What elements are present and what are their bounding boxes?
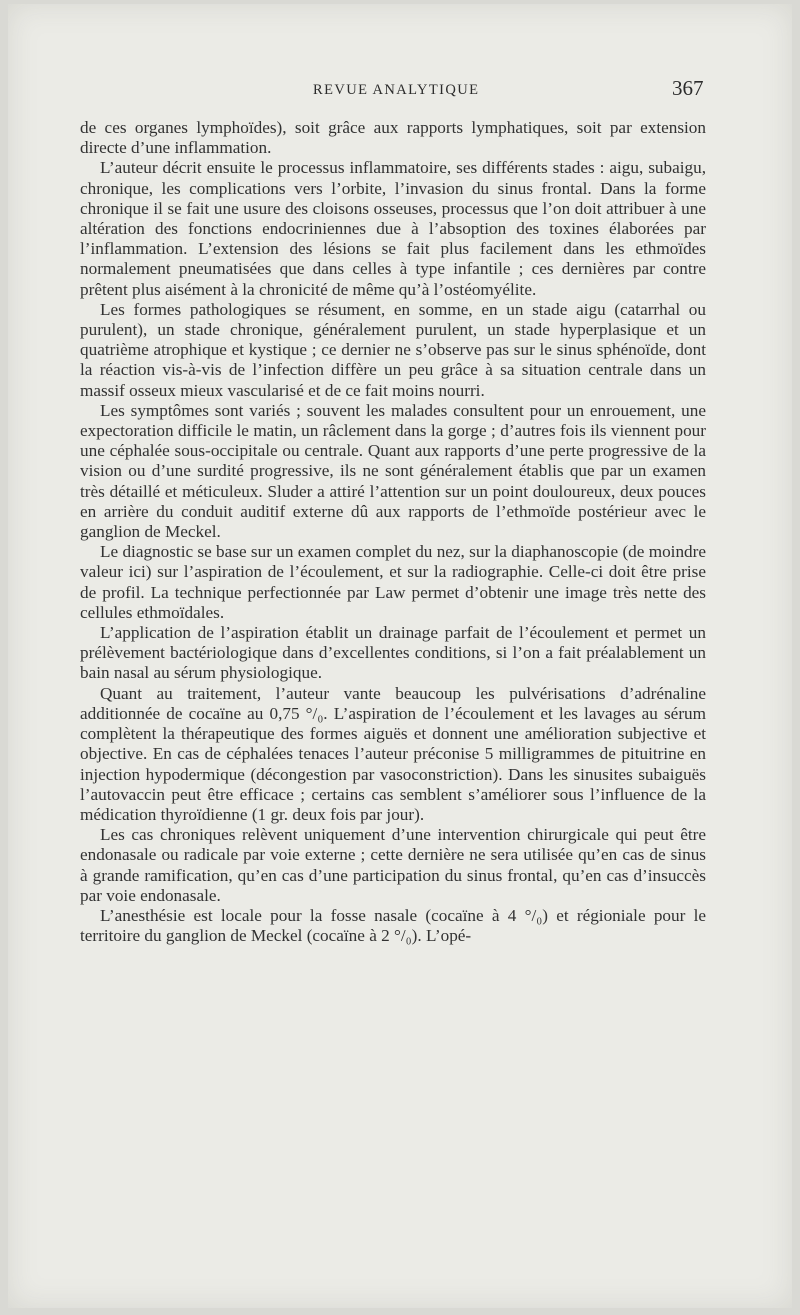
paragraph-inflammation-process: L’auteur décrit ensuite le processus inflammatoire, ses différents stades : aigu, subaigu, chronique, les complications vers l’orbite, l’invasion du sinus frontal. Dans la forme chronique il se fait une usure des cloisons osseuses, processus que l’on doit attribuer à une altération des fonctions endocriniennes due à l’absoption des toxines élaborées par l’inflammation. L’extension des lésions se fait plus facilement dans les ethmoïdes normalement pneumatisées que dans celles à type infantile ; ces dernières par contre prêtent plus aisément à la chronicité de même qu’à l’ostéomyélite. bbox=[80, 158, 706, 299]
page-number: 367 bbox=[672, 76, 704, 100]
paragraph-continuation: de ces organes lymphoïdes), soit grâce aux rapports lymphatiques, soit par extension directe d’une inflammation. bbox=[80, 118, 706, 158]
running-title: REVUE ANALYTIQUE bbox=[313, 82, 480, 98]
paragraph-symptoms: Les symptômes sont variés ; souvent les malades consultent pour un enrouement, une expectoration difficile le matin, un râclement dans la gorge ; d’autres fois ils viennent pour une céphalée sous-occipitale ou centrale. Quant aux rapports d’une perte progressive de la vision ou d’une surdité progressive, ils ne sont généralement établis que par un examen très détaillé et méticuleux. Sluder a attiré l’attention sur un point douloureux, deux pouces en arrière du conduit auditif externe dû aux rapports de l’ethmoïde postérieur avec le ganglion de Meckel. bbox=[80, 400, 706, 542]
paragraph-chronic-cases: Les cas chroniques relèvent uniquement d’une intervention chirurgicale qui peut être endonasale ou radicale par voie externe ; cette dernière ne sera utilisée qu’en cas de sinus à grande ramification, qu’en cas d’une participation du sinus frontal, qu’en cas d’insuccès par voie endonasale. bbox=[80, 825, 706, 905]
article-body bbox=[80, 118, 706, 946]
paragraph-treatment: Quant au traitement, l’auteur vante beaucoup les pulvérisations d’adrénaline additionnée de cocaïne au 0,75 °/₀. L’aspiration de l’écoulement et les lavages au sérum complètent la thérapeutique des formes aiguës et donnent une amélioration subjective et objective. En cas de céphalées tenaces l’auteur préconise 5 milligrammes de pituitrine en injection hypodermique (décongestion par vasoconstriction). Dans les sinusites subaiguës l’autovaccin peut être efficace ; certains cas semblent s’améliorer sous l’influence de la médication thyroïdienne (1 gr. deux fois par jour). bbox=[80, 683, 706, 824]
paragraph-anesthesia: L’anesthésie est locale pour la fosse nasale (cocaïne à 4 °/₀) et régioniale pour le territoire du ganglion de Meckel (cocaïne à 2 °/₀). L’opé- bbox=[80, 905, 706, 946]
paragraph-pathological-forms: Les formes pathologiques se résument, en somme, en un stade aigu (catarrhal ou purulent), un stade chronique, généralement purulent, un stade hyperplasique et un quatrième atrophique et kystique ; ce dernier ne s’observe pas sur le sinus sphénoïde, dont la réaction vis-à-vis de l’infection diffère un peu grâce à sa situation centrale dans un massif osseux mieux vascularisé et de ce fait moins nourri. bbox=[80, 299, 706, 400]
paragraph-aspiration: L’application de l’aspiration établit un drainage parfait de l’écoulement et permet un prélèvement bactériologique dans d’excellentes conditions, si l’on a fait préalablement un bain nasal au sérum physiologique. bbox=[80, 623, 706, 683]
page-header bbox=[0, 78, 800, 102]
paragraph-diagnosis: Le diagnostic se base sur un examen complet du nez, sur la diaphanoscopie (de moindre valeur ici) sur l’aspiration de l’écoulement, et sur la radiographie. Celle-ci doit être prise de profil. La technique perfectionnée par Law permet d’obtenir une image très nette des cellules ethmoïdales. bbox=[80, 542, 706, 622]
